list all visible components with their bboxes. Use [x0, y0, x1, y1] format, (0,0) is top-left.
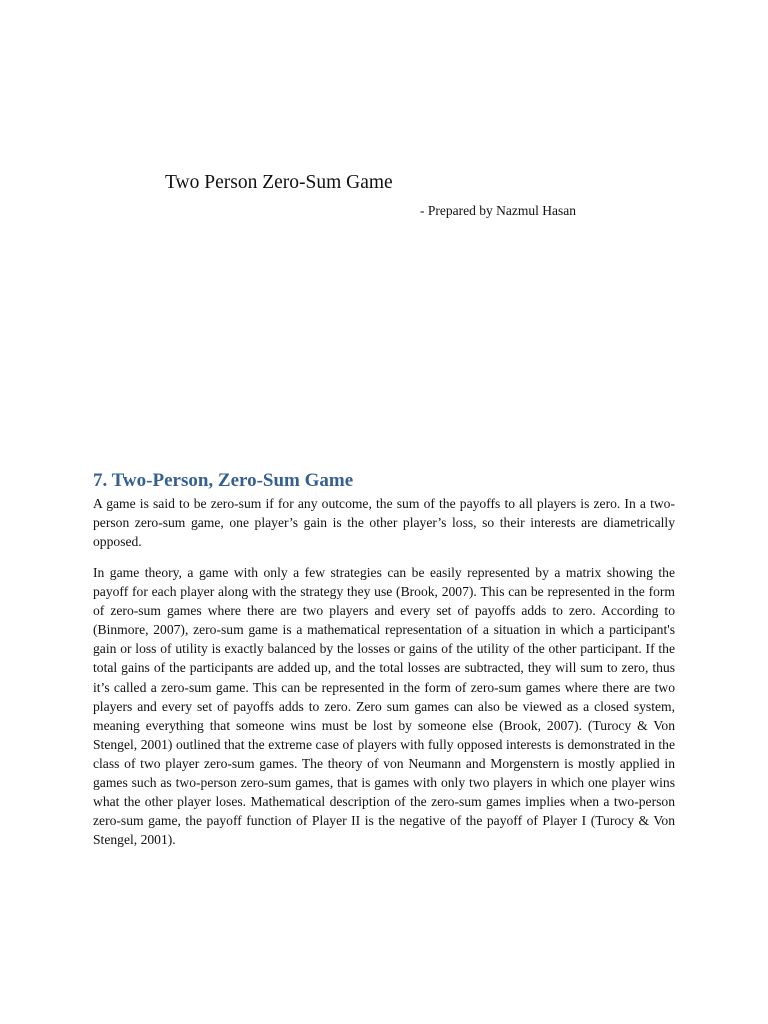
section-heading: 7. Two-Person, Zero-Sum Game — [93, 470, 354, 491]
paragraph-intro: A game is said to be zero-sum if for any outcome, the sum of the payoffs to all players is zero. In a two-person zero-sum game, one player’s gain is the other player’s loss, so their interests are diametrically opposed. — [93, 496, 675, 550]
author-line: - Prepared by Nazmul Hasan — [420, 203, 576, 218]
document-title: Two Person Zero-Sum Game — [165, 172, 393, 193]
paragraph-game-theory: In game theory, a game with only a few strategies can be easily represented by a matrix showing the payoff for each player along with the strategy they use (Brook, 2007). This can be represented in the form of zero-sum games where there are two players and every set of payoffs adds to zero. According to (Binmore, 2007), zero-sum game is a mathematical representation of a situation in which a participant's gain or loss of utility is exactly balanced by the losses or gains of the utility of the other participant. If the total gains of the participants are added up, and the total losses are subtracted, they will sum to zero, thus it’s called a zero-sum game. This can be represented in the form of zero-sum games where there are two players and every set of payoffs adds to zero. Zero sum games can also be viewed as a closed system, meaning everything that someone wins must be lost by someone else (Brook, 2007). (Turocy & Von Stengel, 2001) outlined that the extreme case of players with fully opposed interests is demonstrated in the class of two player zero-sum games. The theory of von Neumann and Morgenstern is mostly applied in games such as two-person zero-sum games, that is games with only two players in which one player wins what the other player loses. Mathematical description of the zero-sum games implies when a two-person zero-sum game, the payoff function of Player II is the negative of the payoff of Player I (Turocy & Von Stengel, 2001). — [93, 565, 675, 848]
